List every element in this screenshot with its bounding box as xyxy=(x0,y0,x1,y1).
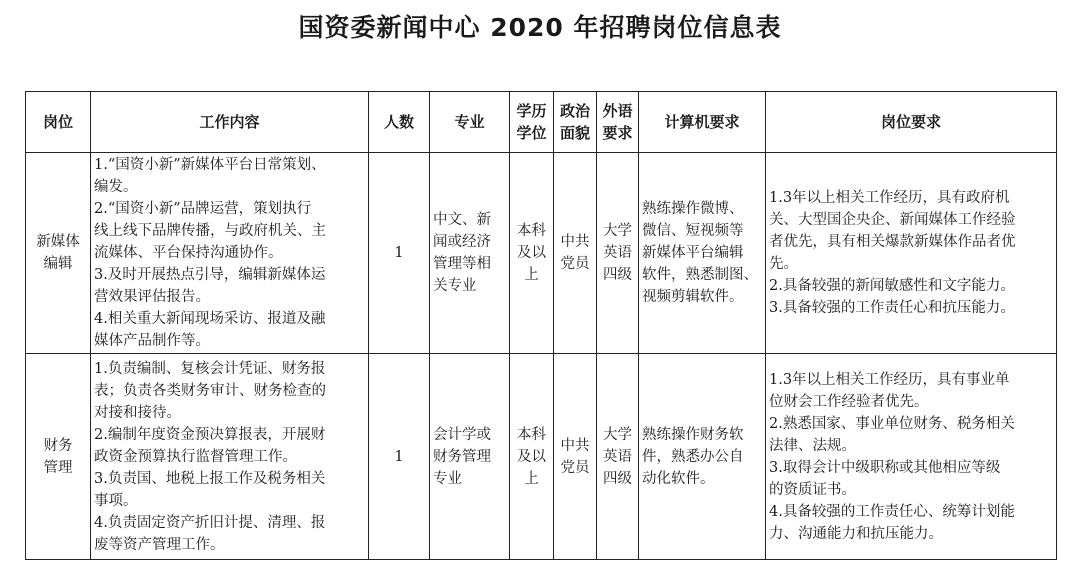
work-line: 编发。 xyxy=(94,179,138,195)
header-edu-line1: 学历 xyxy=(516,102,547,120)
computer-line: 件，熟悉办公自 xyxy=(642,448,744,465)
edu-line: 本科 xyxy=(517,426,546,443)
requirements-line: 的资质证书。 xyxy=(769,481,856,498)
work-line: 对接和接待。 xyxy=(94,404,181,421)
count-cell: 1 xyxy=(369,354,430,560)
edu-line: 上 xyxy=(524,470,539,487)
lang-cell xyxy=(597,354,639,560)
lang-cell xyxy=(597,153,639,354)
requirements-line: 者优先，具有相关爆款新媒体作品者优 xyxy=(769,234,1016,250)
work-line: 废等资产管理工作。 xyxy=(94,536,225,553)
edu-cell xyxy=(510,153,554,354)
edu-cell xyxy=(510,354,554,560)
work-line: 2.编制年度资金预决算报表，开展财 xyxy=(94,426,326,443)
major-cell xyxy=(430,354,510,560)
requirements-line: 2.具备较强的新闻敏感性和文字能力。 xyxy=(769,278,1015,294)
computer-line: 新媒体平台编辑 xyxy=(642,245,744,261)
recruitment-table xyxy=(25,91,1057,560)
work-line: 媒体产品制作等。 xyxy=(94,333,210,349)
work-line: 营效果评估报告。 xyxy=(94,289,210,305)
header-edu-line2: 学位 xyxy=(516,124,547,142)
header-politics-line1: 政治 xyxy=(559,102,590,120)
major-line: 财务管理 xyxy=(433,448,491,465)
post-line: 财务 xyxy=(43,437,73,454)
post-line: 编辑 xyxy=(43,256,73,272)
requirements-line: 法律、法规。 xyxy=(769,437,856,454)
lang-line: 英语 xyxy=(603,245,632,261)
requirements-line: 先。 xyxy=(769,256,798,272)
work-line: 流媒体、平台保持沟通协作。 xyxy=(94,245,283,261)
politics-line: 党员 xyxy=(560,256,590,272)
work-cell xyxy=(91,354,369,560)
major-line: 关专业 xyxy=(433,278,477,294)
work-line: 政资金预算执行监督管理工作。 xyxy=(94,448,297,465)
table-row xyxy=(26,153,1057,354)
edu-line: 上 xyxy=(524,267,539,283)
politics-line: 中共 xyxy=(560,437,590,454)
header-edu xyxy=(510,92,554,153)
work-line: 4.负责固定资产折旧计提、清理、报 xyxy=(94,514,326,531)
computer-line: 软件，熟悉制图、 xyxy=(642,267,758,283)
computer-line: 微信、短视频等 xyxy=(642,223,744,239)
table-row xyxy=(26,354,1057,560)
computer-line: 熟练操作财务软 xyxy=(642,426,744,443)
edu-line: 本科 xyxy=(517,223,546,239)
computer-line: 视频剪辑软件。 xyxy=(642,289,744,305)
requirements-line: 3.具备较强的工作责任心和抗压能力。 xyxy=(769,300,1015,316)
requirements-cell xyxy=(766,153,1057,354)
header-count: 人数 xyxy=(369,92,430,153)
header-politics-line2: 面貌 xyxy=(559,124,590,142)
requirements-line: 4.具备较强的工作责任心、统筹计划能 xyxy=(769,503,1015,520)
header-lang-line2: 要求 xyxy=(602,124,633,142)
major-line: 中文、新 xyxy=(433,212,491,228)
header-lang xyxy=(597,92,639,153)
major-cell xyxy=(430,153,510,354)
work-line: 2.“国资小新”品牌运营，策划执行 xyxy=(94,201,312,217)
lang-line: 英语 xyxy=(603,448,632,465)
header-lang-line1: 外语 xyxy=(602,102,633,120)
requirements-cell xyxy=(766,354,1057,560)
computer-line: 熟练操作微博、 xyxy=(642,201,744,217)
header-post: 岗位 xyxy=(26,92,91,153)
lang-line: 大学 xyxy=(603,426,632,443)
work-cell xyxy=(91,153,369,354)
header-work: 工作内容 xyxy=(91,92,369,153)
major-line: 专业 xyxy=(433,470,462,487)
edu-line: 及以 xyxy=(517,448,546,465)
major-line: 闻或经济 xyxy=(433,234,491,250)
page-title: 国资委新闻中心 2020 年招聘岗位信息表 xyxy=(298,13,782,42)
computer-cell xyxy=(639,153,766,354)
header-row xyxy=(26,92,1057,153)
requirements-line: 力、沟通能力和抗压能力。 xyxy=(769,525,943,542)
work-line: 表；负责各类财务审计、财务检查的 xyxy=(94,382,326,399)
post-cell xyxy=(26,153,91,354)
lang-line: 四级 xyxy=(603,470,632,487)
header-politics xyxy=(554,92,597,153)
header-computer: 计算机要求 xyxy=(639,92,766,153)
work-line: 线上线下品牌传播，与政府机关、主 xyxy=(94,223,326,239)
requirements-line: 关、大型国企央企、新闻媒体工作经验 xyxy=(769,212,1016,228)
politics-cell xyxy=(554,354,597,560)
work-line: 3.负责国、地税上报工作及税务相关 xyxy=(94,470,326,487)
major-line: 管理等相 xyxy=(433,256,491,272)
header-major: 专业 xyxy=(430,92,510,153)
post-cell xyxy=(26,354,91,560)
edu-line: 及以 xyxy=(517,245,546,261)
lang-line: 四级 xyxy=(603,267,632,283)
header-requirements: 岗位要求 xyxy=(766,92,1057,153)
requirements-line: 3.取得会计中级职称或其他相应等级 xyxy=(769,459,1001,476)
requirements-line: 位财会工作经验者优先。 xyxy=(769,393,929,410)
major-line: 会计学或 xyxy=(433,426,491,443)
work-line: 1.负责编制、复核会计凭证、财务报 xyxy=(94,360,326,377)
politics-line: 中共 xyxy=(560,234,590,250)
work-line: 4.相关重大新闻现场采访、报道及融 xyxy=(94,311,326,327)
work-line: 1.“国资小新”新媒体平台日常策划、 xyxy=(94,157,326,173)
work-line: 事项。 xyxy=(94,492,138,509)
work-line: 3.及时开展热点引导，编辑新媒体运 xyxy=(94,267,326,283)
post-line: 新媒体 xyxy=(36,234,80,250)
politics-line: 党员 xyxy=(560,459,590,476)
lang-line: 大学 xyxy=(603,223,632,239)
requirements-line: 1.3年以上相关工作经历，具有事业单 xyxy=(769,371,1010,388)
requirements-line: 2.熟悉国家、事业单位财务、税务相关 xyxy=(769,415,1015,432)
politics-cell xyxy=(554,153,597,354)
requirements-line: 1.3年以上相关工作经历，具有政府机 xyxy=(769,190,1010,206)
computer-cell xyxy=(639,354,766,560)
count-cell: 1 xyxy=(369,153,430,354)
post-line: 管理 xyxy=(43,459,73,476)
computer-line: 动化软件。 xyxy=(642,470,715,487)
